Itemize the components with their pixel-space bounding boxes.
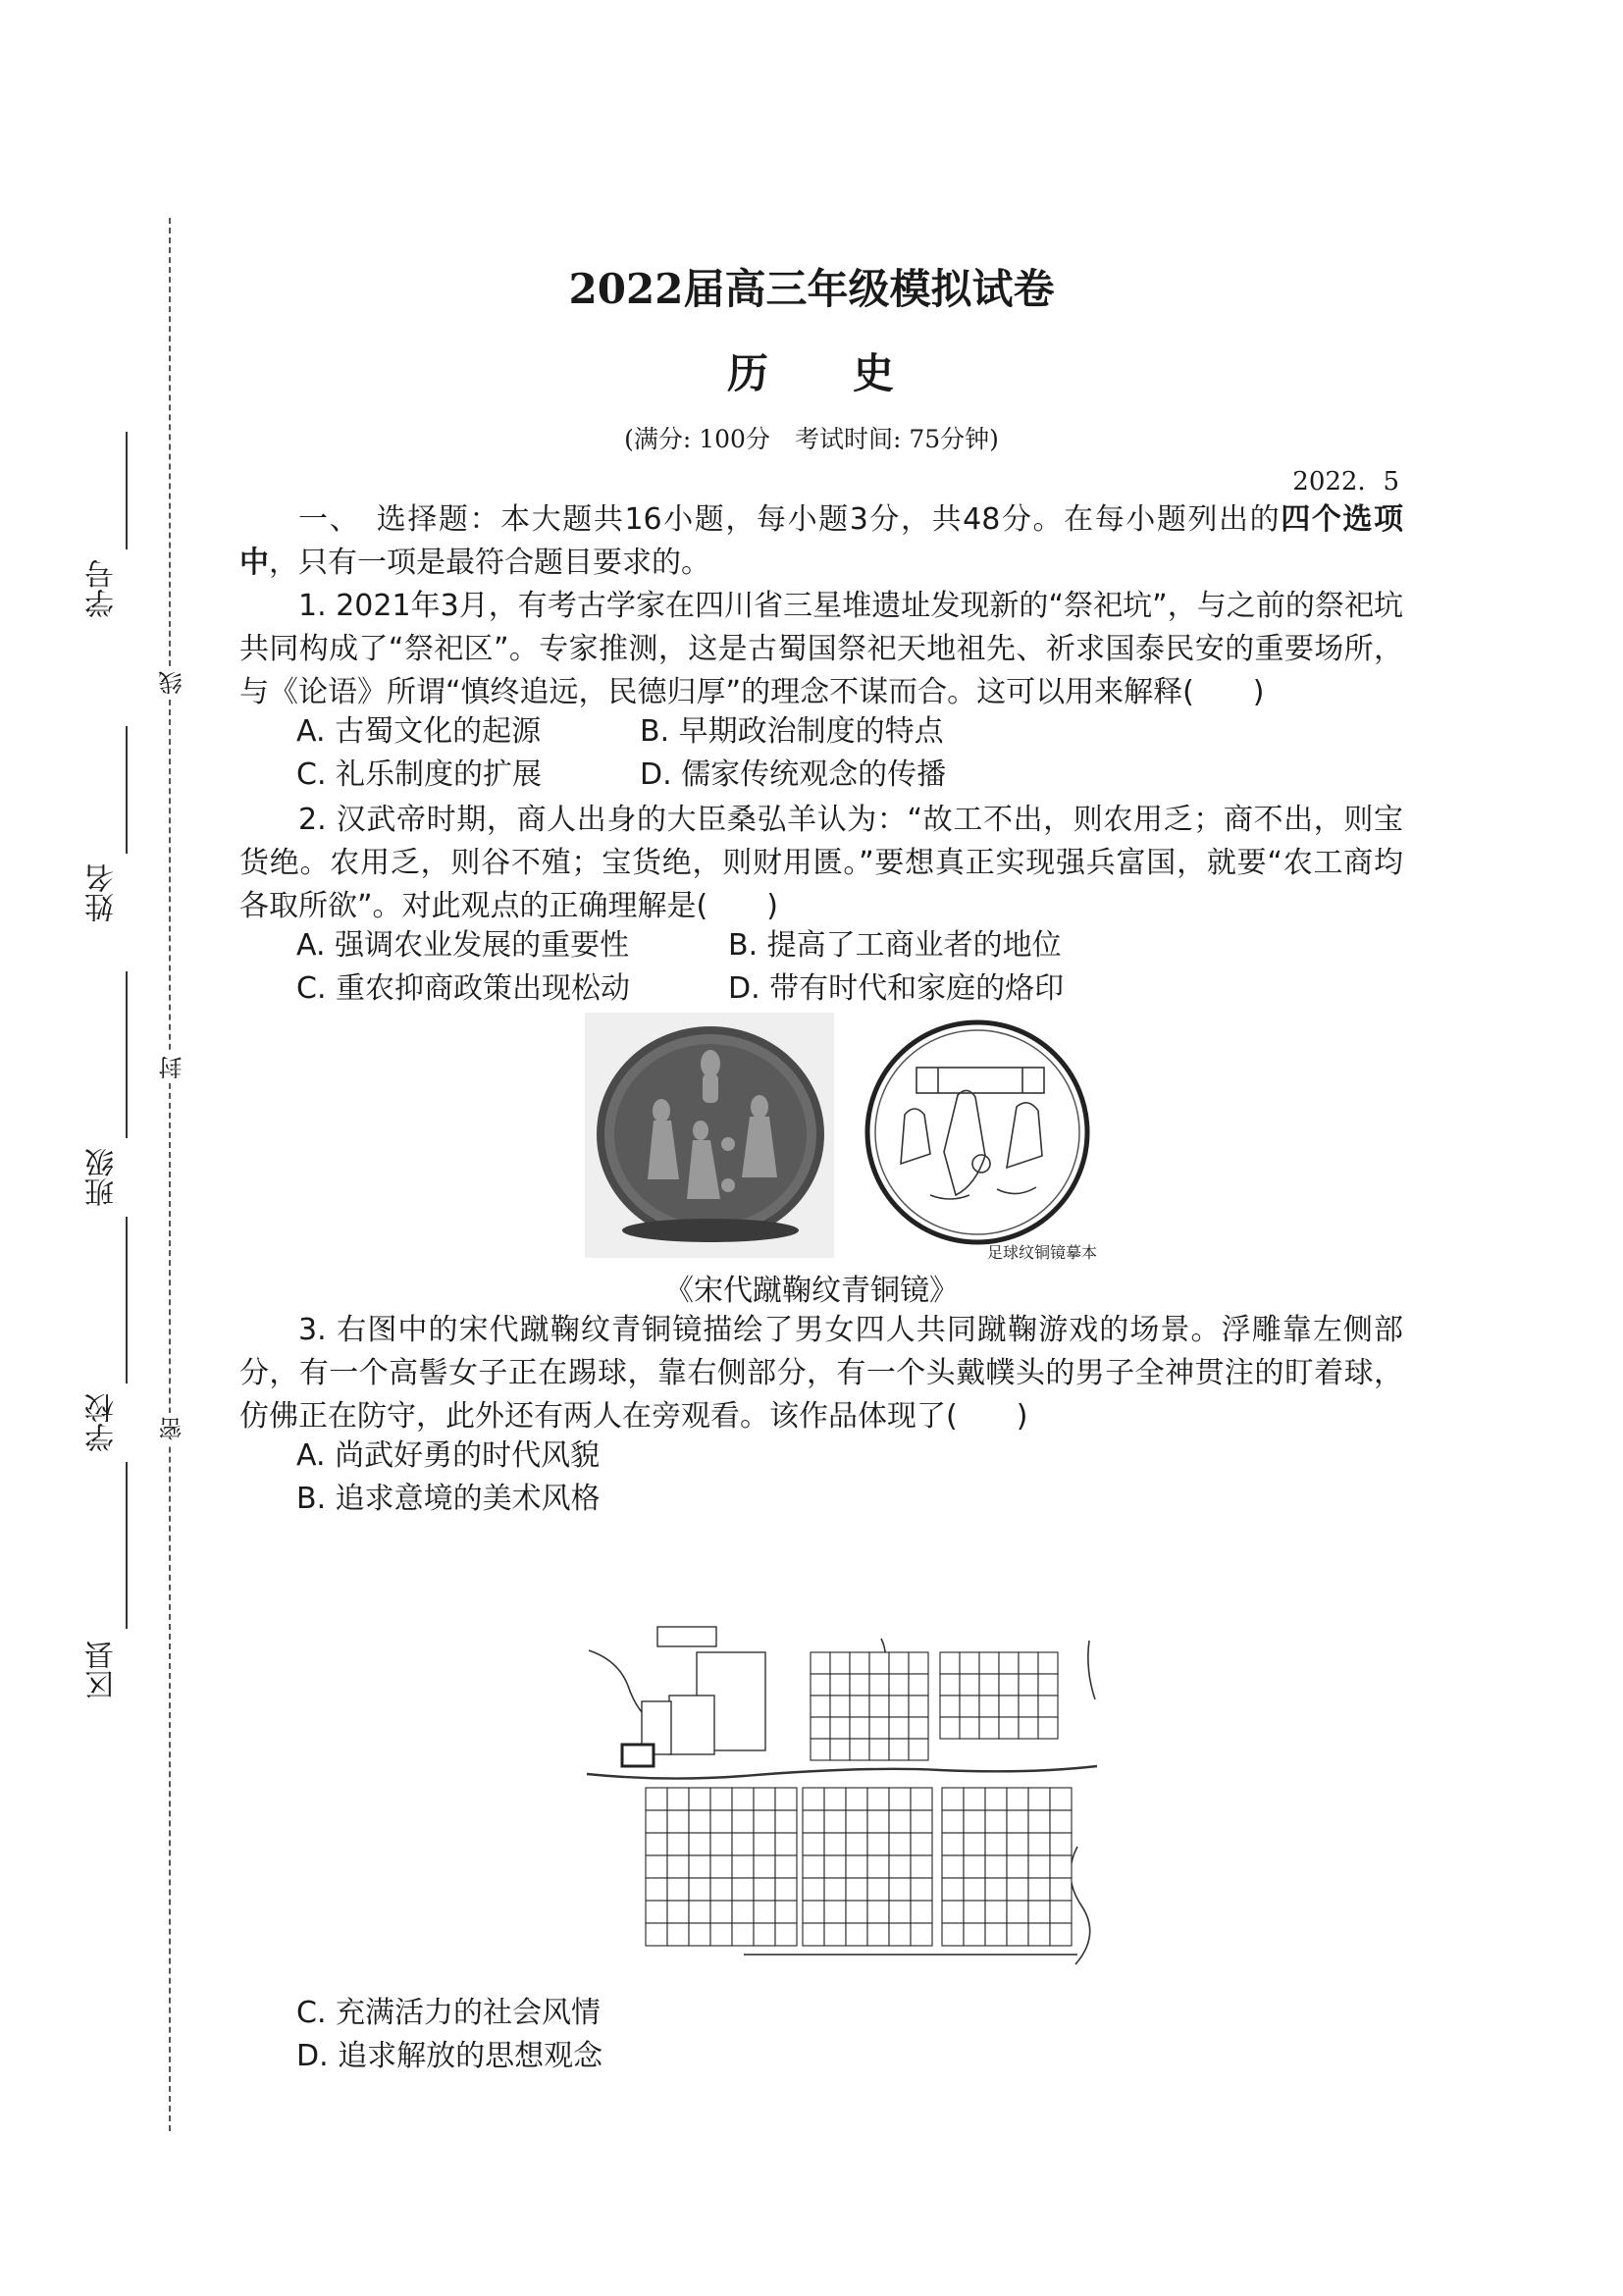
exam-title: 2022届高三年级模拟试卷 xyxy=(568,265,1055,313)
map-block xyxy=(942,1923,964,1946)
map-block xyxy=(811,1717,830,1739)
map-block xyxy=(646,1923,667,1946)
map-block xyxy=(867,1833,889,1855)
map-block xyxy=(909,1717,928,1739)
map-block xyxy=(911,1788,932,1810)
map-block xyxy=(960,1717,979,1739)
map-block xyxy=(689,1855,710,1878)
map-block xyxy=(1028,1878,1050,1901)
section-instructions xyxy=(239,498,1403,585)
map-block xyxy=(824,1810,846,1833)
q3-option-b[interactable]: B. 追求意境的美术风格 xyxy=(296,1482,601,1516)
map-block xyxy=(942,1788,964,1810)
map-block xyxy=(689,1810,710,1833)
map-block xyxy=(909,1696,928,1717)
map-block xyxy=(754,1810,775,1833)
map-block xyxy=(909,1674,928,1696)
map-block xyxy=(803,1810,824,1833)
map-block xyxy=(667,1855,689,1878)
q2-option-d[interactable]: D. 带有时代和家庭的烙印 xyxy=(728,971,1065,1006)
map-block xyxy=(867,1878,889,1901)
map-block xyxy=(1028,1810,1050,1833)
q1-stem: 1. 2021年3月，有考古学家在四川省三星堆遗址发现新的“祭祀坑”，与之前的祭祀坑共同构成了“祭祀区”。专家推测，这是古蜀国祭祀天地祖先、祈求国泰民安的重要场所，与《论语》所谓“慎终追远，民德归厚”的理念不谋而合。这可以用来解释( ) xyxy=(239,589,1403,709)
map-block xyxy=(911,1810,932,1833)
map-block xyxy=(850,1652,869,1674)
map-block xyxy=(1007,1901,1028,1923)
q1-option-c[interactable]: C. 礼乐制度的扩展 xyxy=(296,757,543,792)
map-block xyxy=(964,1810,985,1833)
map-block xyxy=(689,1901,710,1923)
margin-label-student-id: 学号 xyxy=(85,559,120,618)
fill-line-name xyxy=(126,726,128,854)
map-block xyxy=(999,1652,1019,1674)
map-block xyxy=(754,1923,775,1946)
map-block xyxy=(646,1901,667,1923)
map-block xyxy=(1019,1717,1038,1739)
map-block xyxy=(999,1696,1019,1717)
map-block xyxy=(869,1717,889,1739)
map-block xyxy=(985,1901,1007,1923)
map-block xyxy=(1050,1810,1072,1833)
map-block xyxy=(710,1901,732,1923)
map-block xyxy=(889,1717,909,1739)
map-block xyxy=(830,1674,850,1696)
map-block xyxy=(960,1696,979,1717)
section-lead: 一、 选择题：本大题共16小题，每小题3分，共48分。在每小题列出的 xyxy=(298,502,1282,537)
q3-option-d[interactable]: D. 追求解放的思想观念 xyxy=(296,2039,603,2073)
subject-title xyxy=(0,341,1623,400)
map-block xyxy=(775,1923,797,1946)
map-block xyxy=(1028,1901,1050,1923)
map-block xyxy=(830,1717,850,1739)
map-block xyxy=(775,1788,797,1810)
figure-caption: 《宋代蹴鞠纹青铜镜》 xyxy=(664,1274,959,1308)
map-block xyxy=(985,1788,1007,1810)
map-block xyxy=(754,1901,775,1923)
map-block xyxy=(1007,1833,1028,1855)
map-block xyxy=(846,1788,867,1810)
map-block xyxy=(911,1901,932,1923)
map-block xyxy=(911,1923,932,1946)
q1-option-d[interactable]: D. 儒家传统观念的传播 xyxy=(640,757,947,792)
map-block xyxy=(960,1652,979,1674)
exam-date: 2022．5 xyxy=(1292,467,1399,496)
map-block xyxy=(889,1878,911,1901)
map-block xyxy=(1038,1696,1058,1717)
map-block xyxy=(850,1674,869,1696)
map-block xyxy=(846,1833,867,1855)
map-block xyxy=(830,1739,850,1760)
map-block xyxy=(940,1717,960,1739)
map-block xyxy=(889,1696,909,1717)
q3-option-a[interactable]: A. 尚武好勇的时代风貌 xyxy=(296,1438,601,1473)
map-block xyxy=(979,1696,999,1717)
map-block xyxy=(867,1788,889,1810)
map-block xyxy=(824,1788,846,1810)
q2-option-c[interactable]: C. 重农抑商政策出现松动 xyxy=(296,971,631,1006)
map-block xyxy=(942,1878,964,1901)
map-block xyxy=(964,1878,985,1901)
map-block xyxy=(1007,1788,1028,1810)
map-block xyxy=(689,1878,710,1901)
map-block xyxy=(667,1901,689,1923)
map-block xyxy=(1019,1696,1038,1717)
map-block xyxy=(1038,1652,1058,1674)
map-block xyxy=(846,1901,867,1923)
map-block xyxy=(850,1739,869,1760)
map-block xyxy=(964,1901,985,1923)
map-block xyxy=(1038,1717,1058,1739)
map-block xyxy=(846,1855,867,1878)
map-block xyxy=(909,1652,928,1674)
map-block xyxy=(867,1901,889,1923)
map-block xyxy=(646,1788,667,1810)
map-block xyxy=(911,1855,932,1878)
map-block xyxy=(846,1810,867,1833)
map-block xyxy=(889,1923,911,1946)
map-block xyxy=(909,1739,928,1760)
map-block xyxy=(850,1717,869,1739)
bronze-mirror-photo xyxy=(585,1013,834,1258)
map-block xyxy=(1007,1855,1028,1878)
map-block xyxy=(889,1901,911,1923)
map-block xyxy=(1028,1788,1050,1810)
map-block xyxy=(979,1717,999,1739)
q1-option-b[interactable]: B. 早期政治制度的特点 xyxy=(640,714,944,749)
map-block xyxy=(985,1855,1007,1878)
map-block xyxy=(846,1923,867,1946)
map-block xyxy=(964,1855,985,1878)
map-block xyxy=(1050,1788,1072,1810)
map-block xyxy=(830,1652,850,1674)
map-block xyxy=(803,1833,824,1855)
map-block xyxy=(1050,1833,1072,1855)
map-block xyxy=(1028,1923,1050,1946)
subject-char-right: 史 xyxy=(853,349,897,397)
map-block xyxy=(1050,1878,1072,1901)
map-block xyxy=(732,1810,754,1833)
map-block xyxy=(667,1810,689,1833)
seal-char-secret: 密 xyxy=(155,1413,189,1444)
map-block xyxy=(803,1923,824,1946)
map-block xyxy=(689,1833,710,1855)
map-block xyxy=(732,1788,754,1810)
map-block xyxy=(869,1674,889,1696)
map-block xyxy=(850,1696,869,1717)
map-block xyxy=(964,1923,985,1946)
map-block xyxy=(869,1652,889,1674)
map-block xyxy=(811,1696,830,1717)
map-block xyxy=(1050,1923,1072,1946)
map-block xyxy=(942,1855,964,1878)
map-block xyxy=(754,1788,775,1810)
map-block xyxy=(754,1855,775,1878)
map-block xyxy=(710,1788,732,1810)
map-block xyxy=(1007,1923,1028,1946)
map-block xyxy=(867,1855,889,1878)
q2-option-b[interactable]: B. 提高了工商业者的地位 xyxy=(728,928,1062,963)
map-block xyxy=(979,1652,999,1674)
map-block xyxy=(889,1788,911,1810)
map-block xyxy=(1050,1855,1072,1878)
map-block xyxy=(1007,1810,1028,1833)
map-block xyxy=(803,1878,824,1901)
map-block xyxy=(689,1923,710,1946)
map-block xyxy=(732,1901,754,1923)
map-block xyxy=(775,1901,797,1923)
map-block xyxy=(846,1878,867,1901)
map-block xyxy=(754,1833,775,1855)
q2-stem: 2. 汉武帝时期，商人出身的大臣桑弘羊认为：“故工不出，则农用乏；商不出，则宝货绝。农用乏，则谷不殖；宝货绝，则财用匮。”要想真正实现强兵富国，就要“农工商均各取所欲”。对此观点的正确理解是( ) xyxy=(239,803,1403,923)
map-block xyxy=(646,1833,667,1855)
map-block xyxy=(999,1717,1019,1739)
map-block xyxy=(869,1739,889,1760)
map-block xyxy=(803,1901,824,1923)
map-block xyxy=(732,1855,754,1878)
map-block xyxy=(889,1739,909,1760)
map-block xyxy=(940,1674,960,1696)
section-lead-bold: 四个选项中 xyxy=(239,502,1403,580)
map-block xyxy=(999,1674,1019,1696)
map-block xyxy=(942,1833,964,1855)
map-block xyxy=(824,1901,846,1923)
map-block xyxy=(964,1833,985,1855)
q3-option-c[interactable]: C. 充满活力的社会风情 xyxy=(296,1996,602,2030)
map-block xyxy=(824,1923,846,1946)
map-block xyxy=(710,1855,732,1878)
map-block xyxy=(646,1855,667,1878)
q2-option-a[interactable]: A. 强调农业发展的重要性 xyxy=(296,928,630,963)
subject-char-left: 历 xyxy=(726,349,770,397)
map-block xyxy=(911,1878,932,1901)
binding-dashed-line xyxy=(169,218,171,2131)
map-block xyxy=(667,1923,689,1946)
map-block xyxy=(775,1855,797,1878)
map-block xyxy=(889,1855,911,1878)
map-block xyxy=(889,1652,909,1674)
map-block xyxy=(889,1674,909,1696)
map-block xyxy=(689,1788,710,1810)
map-block xyxy=(732,1833,754,1855)
map-block xyxy=(867,1810,889,1833)
map-block xyxy=(869,1696,889,1717)
map-block xyxy=(803,1788,824,1810)
map-block xyxy=(824,1855,846,1878)
map-block xyxy=(942,1901,964,1923)
map-block xyxy=(732,1923,754,1946)
exam-info: (满分: 100分 考试时间: 75分钟) xyxy=(624,425,999,453)
map-block xyxy=(775,1833,797,1855)
map-block xyxy=(1028,1855,1050,1878)
map-block xyxy=(710,1923,732,1946)
map-block xyxy=(811,1652,830,1674)
q1-option-a[interactable]: A. 古蜀文化的起源 xyxy=(296,714,542,749)
map-block xyxy=(985,1810,1007,1833)
section-lead-tail: ，只有一项是最符合题目要求的。 xyxy=(269,546,710,580)
map-block xyxy=(803,1855,824,1878)
margin-label-name: 姓名 xyxy=(85,863,120,922)
fill-line-district xyxy=(126,1462,128,1629)
map-block xyxy=(985,1833,1007,1855)
map-block xyxy=(1028,1833,1050,1855)
map-block xyxy=(942,1810,964,1833)
map-block xyxy=(960,1674,979,1696)
map-block xyxy=(775,1810,797,1833)
q3-stem: 3. 右图中的宋代蹴鞠纹青铜镜描绘了男女四人共同蹴鞠游戏的场景。浮雕靠左侧部分，有一个高髻女子正在踢球，靠右侧部分，有一个头戴幞头的男子全神贯注的盯着球，仿佛正在防守，此外还有两人在旁观看。该作品体现了( ) xyxy=(239,1313,1403,1434)
map-block xyxy=(1050,1901,1072,1923)
map-block xyxy=(811,1739,830,1760)
seal-char-seal: 封 xyxy=(155,1052,189,1083)
sketch-caption: 足球纹铜镜摹本 xyxy=(987,1243,1098,1262)
map-block xyxy=(985,1878,1007,1901)
margin-label-school: 学校 xyxy=(85,1393,120,1452)
map-block xyxy=(940,1696,960,1717)
map-block xyxy=(940,1652,960,1674)
map-block xyxy=(667,1788,689,1810)
map-block xyxy=(964,1788,985,1810)
map-block xyxy=(824,1878,846,1901)
map-block xyxy=(646,1810,667,1833)
map-block xyxy=(775,1878,797,1901)
city-map-figure xyxy=(587,1621,1097,1984)
map-block xyxy=(646,1878,667,1901)
map-block xyxy=(710,1810,732,1833)
fill-line-class xyxy=(126,971,128,1138)
margin-label-class: 班级 xyxy=(85,1148,120,1207)
map-block xyxy=(985,1923,1007,1946)
bronze-mirror-sketch xyxy=(840,1017,1117,1252)
map-block xyxy=(889,1833,911,1855)
map-block xyxy=(1019,1652,1038,1674)
map-block xyxy=(889,1810,911,1833)
map-block xyxy=(911,1833,932,1855)
margin-label-district: 区县 xyxy=(85,1641,120,1699)
map-block xyxy=(667,1878,689,1901)
map-block xyxy=(710,1833,732,1855)
map-block xyxy=(667,1833,689,1855)
map-block xyxy=(867,1923,889,1946)
map-block xyxy=(824,1833,846,1855)
map-block xyxy=(754,1878,775,1901)
map-block xyxy=(811,1674,830,1696)
map-block xyxy=(979,1674,999,1696)
map-block xyxy=(732,1878,754,1901)
map-block xyxy=(1007,1878,1028,1901)
seal-char-line: 线 xyxy=(155,667,189,699)
map-block xyxy=(1038,1674,1058,1696)
map-block xyxy=(710,1878,732,1901)
map-block xyxy=(830,1696,850,1717)
map-block xyxy=(1019,1674,1038,1696)
